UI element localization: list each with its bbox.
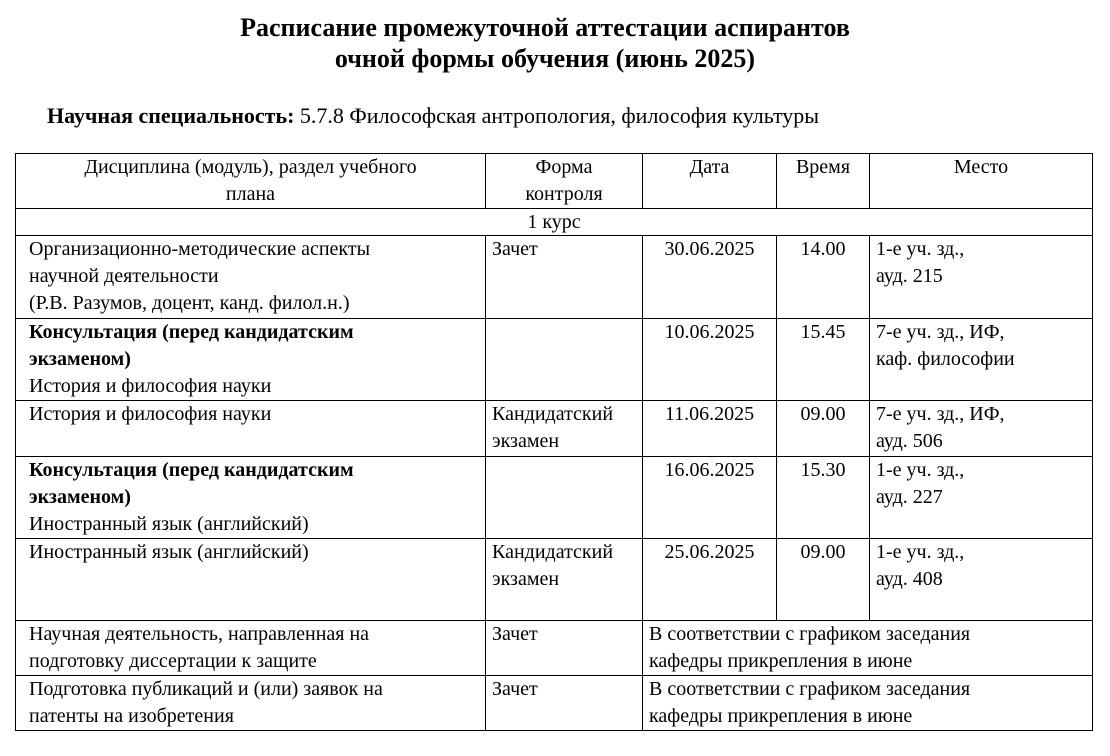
consultation-title-line: Консультация (перед кандидатским xyxy=(29,321,354,343)
header-discipline xyxy=(16,154,486,209)
form-cell xyxy=(486,539,643,621)
schedule-note-cell xyxy=(643,676,1093,731)
title-line-2: очной формы обучения (июнь 2025) xyxy=(334,44,756,73)
discipline-cell xyxy=(16,621,486,676)
header-discipline-line-2: плана xyxy=(225,183,276,205)
consultation-title-line: экзаменом) xyxy=(29,486,131,508)
place-line: ауд. 215 xyxy=(876,265,943,287)
form-cell xyxy=(486,236,643,319)
place-line: 1-е уч. зд., xyxy=(876,541,965,563)
discipline-cell xyxy=(16,539,486,621)
table-row xyxy=(16,539,1093,621)
header-form-line-1: Форма xyxy=(535,156,593,178)
time-cell: 14.00 xyxy=(777,236,870,319)
form-line: экзамен xyxy=(492,430,560,452)
header-form xyxy=(486,154,643,209)
discipline-line: патенты на изобретения xyxy=(29,705,234,727)
table-row xyxy=(16,401,1093,457)
date-cell: 11.06.2025 xyxy=(643,401,777,457)
form-line: экзамен xyxy=(492,568,560,590)
form-cell xyxy=(486,319,643,401)
form-line: Кандидатский xyxy=(492,541,614,563)
schedule-table xyxy=(15,153,1093,731)
discipline-cell xyxy=(16,401,486,457)
specialty-value: 5.7.8 Философская антропология, философия культуры xyxy=(299,103,820,128)
place-line: ауд. 227 xyxy=(876,486,943,508)
time-cell: 09.00 xyxy=(777,539,870,621)
discipline-line: научной деятельности xyxy=(29,265,219,287)
form-cell xyxy=(486,401,643,457)
discipline-cell xyxy=(16,319,486,401)
table-row xyxy=(16,676,1093,731)
time-cell: 15.45 xyxy=(777,319,870,401)
title-line-1: Расписание промежуточной аттестации аспирантов xyxy=(240,13,850,42)
schedule-note-line: кафедры прикрепления в июне xyxy=(649,650,913,672)
date-cell: 16.06.2025 xyxy=(643,457,777,539)
place-line: 1-е уч. зд., xyxy=(876,238,965,260)
place-cell xyxy=(870,457,1093,539)
discipline-cell xyxy=(16,236,486,319)
form-cell xyxy=(486,676,643,731)
place-line: 7-е уч. зд., ИФ, xyxy=(876,321,1005,343)
header-time: Время xyxy=(777,154,870,209)
schedule-note-line: В соответствии с графиком заседания xyxy=(649,623,971,645)
form-cell xyxy=(486,621,643,676)
discipline-subtitle: (Р.В. Разумов, доцент, канд. филол.н.) xyxy=(29,292,350,314)
course-row xyxy=(16,209,1093,236)
place-line: 1-е уч. зд., xyxy=(876,459,965,481)
place-cell xyxy=(870,319,1093,401)
discipline-subtitle: Иностранный язык (английский) xyxy=(29,513,309,535)
form-cell xyxy=(486,457,643,539)
header-discipline-line-1: Дисциплина (модуль), раздел учебного xyxy=(84,156,417,178)
discipline-subtitle: История и философия науки xyxy=(29,375,272,397)
header-place: Место xyxy=(870,154,1093,209)
schedule-note-line: В соответствии с графиком заседания xyxy=(649,678,971,700)
form-line: Зачет xyxy=(492,678,538,700)
place-cell xyxy=(870,401,1093,457)
discipline-line: История и философия науки xyxy=(29,403,272,425)
schedule-note-cell xyxy=(643,621,1093,676)
page-title xyxy=(0,12,1090,74)
specialty-label: Научная специальность: xyxy=(47,103,295,128)
place-cell xyxy=(870,236,1093,319)
table-row xyxy=(16,621,1093,676)
course-label: 1 курс xyxy=(16,209,1093,236)
form-line: Зачет xyxy=(492,238,538,260)
discipline-cell xyxy=(16,676,486,731)
place-line: каф. философии xyxy=(876,348,1015,370)
place-line: ауд. 408 xyxy=(876,568,943,590)
table-row xyxy=(16,457,1093,539)
schedule-note-line: кафедры прикрепления в июне xyxy=(649,705,913,727)
discipline-line: Подготовка публикаций и (или) заявок на xyxy=(29,678,383,700)
header-date: Дата xyxy=(643,154,777,209)
table-row xyxy=(16,236,1093,319)
form-line: Кандидатский xyxy=(492,403,614,425)
discipline-line: Иностранный язык (английский) xyxy=(29,541,309,563)
time-cell: 15.30 xyxy=(777,457,870,539)
form-line: Зачет xyxy=(492,623,538,645)
place-line: 7-е уч. зд., ИФ, xyxy=(876,403,1005,425)
consultation-title-line: Консультация (перед кандидатским xyxy=(29,459,354,481)
consultation-title-line: экзаменом) xyxy=(29,348,131,370)
table-header-row xyxy=(16,154,1093,209)
discipline-line: подготовку диссертации к защите xyxy=(29,650,317,672)
specialty-line xyxy=(47,102,819,130)
header-form-line-2: контроля xyxy=(525,183,603,205)
discipline-line: Научная деятельность, направленная на xyxy=(29,623,370,645)
time-cell: 09.00 xyxy=(777,401,870,457)
discipline-cell xyxy=(16,457,486,539)
place-cell xyxy=(870,539,1093,621)
table-row xyxy=(16,319,1093,401)
date-cell: 25.06.2025 xyxy=(643,539,777,621)
place-line: ауд. 506 xyxy=(876,430,943,452)
date-cell: 30.06.2025 xyxy=(643,236,777,319)
date-cell: 10.06.2025 xyxy=(643,319,777,401)
discipline-line: Организационно-методические аспекты xyxy=(29,238,371,260)
